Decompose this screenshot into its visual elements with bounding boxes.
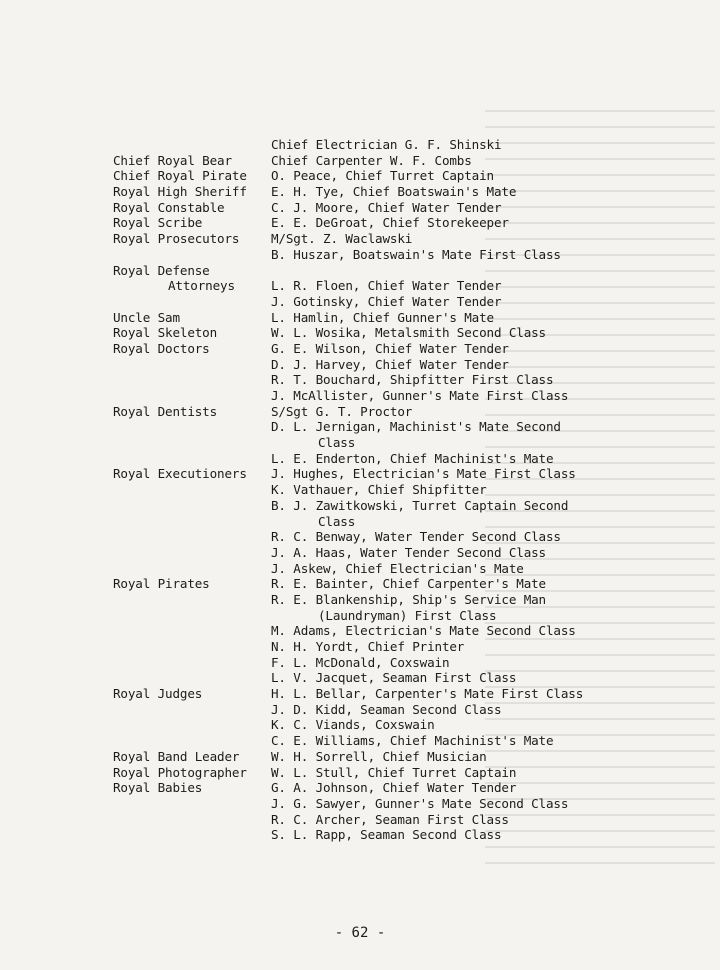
member-entry: J. D. Kidd, Seaman Second Class	[271, 701, 502, 717]
role-label	[113, 482, 271, 498]
member-entry: Class	[318, 435, 356, 451]
roster-row	[113, 466, 713, 482]
member-entry: B. Huszar, Boatswain's Mate First Class	[271, 246, 561, 262]
member-entry: W. H. Sorrell, Chief Musician	[271, 748, 487, 764]
role-label	[113, 827, 271, 843]
member-entry: E. E. DeGroat, Chief Storekeeper	[271, 215, 509, 231]
roster-list	[113, 137, 713, 843]
role-label	[113, 545, 271, 561]
roster-row	[113, 168, 713, 184]
member-entry: R. E. Blankenship, Ship's Service Man	[271, 591, 546, 607]
role-label	[113, 812, 271, 828]
roster-row	[113, 796, 713, 812]
role-label: Royal Doctors	[113, 340, 210, 356]
roster-row	[113, 263, 713, 279]
role-label	[113, 435, 271, 451]
role-label: Royal Pirates	[113, 576, 210, 592]
member-entry: L. Hamlin, Chief Gunner's Mate	[271, 309, 494, 325]
member-entry: J. Askew, Chief Electrician's Mate	[271, 560, 524, 576]
member-entry: W. L. Stull, Chief Turret Captain	[271, 764, 517, 780]
role-label	[113, 796, 271, 812]
roster-row	[113, 184, 713, 200]
roster-row	[113, 812, 713, 828]
role-label: Royal Photographer	[113, 764, 247, 780]
role-label: Royal Judges	[113, 686, 203, 702]
roster-row	[113, 341, 713, 357]
roster-row	[113, 827, 713, 843]
role-label	[113, 702, 271, 718]
member-entry: S. L. Rapp, Seaman Second Class	[271, 827, 502, 843]
roster-row	[113, 215, 713, 231]
roster-row	[113, 498, 713, 514]
role-label	[113, 357, 271, 373]
roster-row	[113, 372, 713, 388]
roster-row	[113, 451, 713, 467]
role-label: Royal High Sheriff	[113, 184, 247, 200]
role-label: Uncle Sam	[113, 309, 180, 325]
member-entry: Class	[318, 513, 356, 529]
member-entry: (Laundryman) First Class	[318, 607, 497, 623]
role-label	[113, 639, 271, 655]
roster-row	[113, 514, 713, 530]
roster-row	[113, 294, 713, 310]
page-number: - 62 -	[334, 925, 386, 941]
member-entry: N. H. Yordt, Chief Printer	[271, 639, 465, 654]
role-label: Royal Executioners	[113, 466, 247, 482]
roster-row	[113, 780, 713, 796]
roster-row	[113, 608, 713, 624]
role-label	[113, 592, 271, 608]
role-label	[113, 608, 271, 624]
member-entry: R. E. Bainter, Chief Carpenter's Mate	[271, 576, 546, 592]
roster-row	[113, 623, 713, 639]
member-entry: J. G. Sawyer, Gunner's Mate Second Class	[271, 795, 569, 811]
role-label	[113, 529, 271, 545]
roster-row	[113, 325, 713, 341]
role-label	[113, 717, 271, 733]
member-entry: J. Hughes, Electrician's Mate First Class	[271, 466, 576, 482]
role-label	[113, 514, 271, 530]
roster-row	[113, 435, 713, 451]
role-label: Attorneys	[168, 278, 235, 294]
member-entry: D. L. Jernigan, Machinist's Mate Second	[271, 419, 561, 435]
role-label: Royal Defense	[113, 262, 210, 278]
role-label	[113, 655, 271, 671]
role-label	[113, 247, 271, 263]
member-entry	[271, 263, 713, 279]
member-entry: O. Peace, Chief Turret Captain	[271, 168, 494, 184]
roster-row	[113, 765, 713, 781]
roster-row	[113, 670, 713, 686]
member-entry: C. E. Williams, Chief Machinist's Mate	[271, 733, 554, 749]
roster-row	[113, 278, 713, 294]
member-entry: Chief Carpenter W. F. Combs	[271, 152, 472, 168]
role-label	[113, 294, 271, 310]
roster-row	[113, 702, 713, 718]
role-label	[113, 733, 271, 749]
roster-row	[113, 592, 713, 608]
roster-row	[113, 404, 713, 420]
role-label: Royal Band Leader	[113, 748, 240, 764]
role-label	[113, 137, 271, 153]
role-label: Royal Babies	[113, 780, 203, 796]
roster-row	[113, 388, 713, 404]
roster-row	[113, 200, 713, 216]
role-label	[113, 561, 271, 577]
roster-row	[113, 137, 713, 153]
role-label	[113, 372, 271, 388]
role-label: Royal Dentists	[113, 403, 218, 419]
member-entry: Chief Electrician G. F. Shinski	[271, 137, 502, 152]
member-entry: H. L. Bellar, Carpenter's Mate First Class	[271, 686, 584, 702]
role-label: Chief Royal Pirate	[113, 168, 247, 184]
member-entry: R. C. Benway, Water Tender Second Class	[271, 529, 561, 545]
member-entry: E. H. Tye, Chief Boatswain's Mate	[271, 184, 517, 200]
role-label: Royal Skeleton	[113, 325, 218, 341]
role-label: Chief Royal Bear	[113, 152, 232, 168]
member-entry: J. Gotinsky, Chief Water Tender	[271, 293, 502, 309]
roster-row	[113, 419, 713, 435]
member-entry: R. C. Archer, Seaman First Class	[271, 811, 509, 827]
role-label	[113, 623, 271, 639]
member-entry: R. T. Bouchard, Shipfitter First Class	[271, 372, 554, 388]
member-entry: L. E. Enderton, Chief Machinist's Mate	[271, 450, 554, 466]
member-entry: L. R. Floen, Chief Water Tender	[271, 278, 502, 294]
roster-row	[113, 655, 713, 671]
role-label: Royal Prosecutors	[113, 231, 240, 247]
member-entry: J. A. Haas, Water Tender Second Class	[271, 544, 546, 560]
member-entry: M/Sgt. Z. Waclawski	[271, 231, 413, 247]
member-entry: C. J. Moore, Chief Water Tender	[271, 199, 502, 215]
member-entry: J. McAllister, Gunner's Mate First Class	[271, 388, 569, 403]
role-label	[113, 451, 271, 467]
member-entry: D. J. Harvey, Chief Water Tender	[271, 356, 509, 372]
roster-row	[113, 733, 713, 749]
roster-row	[113, 310, 713, 326]
roster-row	[113, 357, 713, 373]
role-label	[113, 419, 271, 435]
roster-row	[113, 482, 713, 498]
roster-row	[113, 686, 713, 702]
roster-row	[113, 749, 713, 765]
roster-row	[113, 231, 713, 247]
member-entry: G. E. Wilson, Chief Water Tender	[271, 340, 509, 356]
member-entry: W. L. Wosika, Metalsmith Second Class	[271, 325, 546, 341]
role-label: Royal Constable	[113, 199, 225, 215]
roster-row	[113, 545, 713, 561]
member-entry: B. J. Zawitkowski, Turret Captain Second	[271, 497, 569, 513]
roster-row	[113, 529, 713, 545]
member-entry: M. Adams, Electrician's Mate Second Class	[271, 623, 576, 639]
role-label	[113, 388, 271, 404]
role-label	[113, 498, 271, 514]
roster-row	[113, 717, 713, 733]
roster-row	[113, 639, 713, 655]
role-label	[113, 670, 271, 686]
roster-row	[113, 153, 713, 169]
member-entry: S/Sgt G. T. Proctor	[271, 403, 413, 419]
member-entry: G. A. Johnson, Chief Water Tender	[271, 780, 517, 796]
role-label: Royal Scribe	[113, 215, 203, 231]
roster-row	[113, 576, 713, 592]
member-entry: L. V. Jacquet, Seaman First Class	[271, 670, 517, 686]
member-entry: K. C. Viands, Coxswain	[271, 717, 435, 733]
roster-row	[113, 561, 713, 577]
member-entry: K. Vathauer, Chief Shipfitter	[271, 482, 487, 498]
member-entry: F. L. McDonald, Coxswain	[271, 654, 450, 670]
roster-row	[113, 247, 713, 263]
